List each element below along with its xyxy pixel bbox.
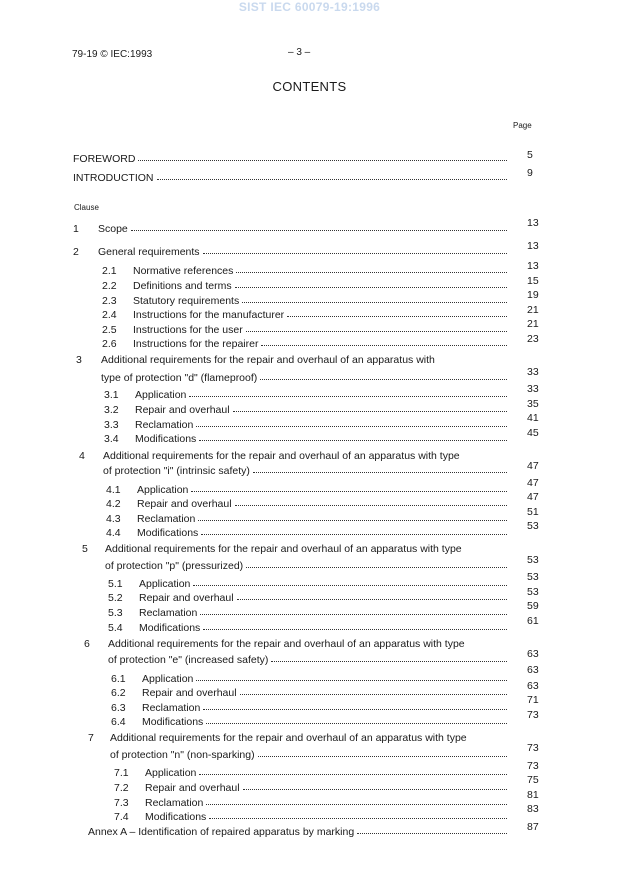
toc-entry-subclause-7-4[interactable] <box>114 811 510 825</box>
toc-entry-number: 1 <box>73 223 79 235</box>
toc-entry-subclause-5-1[interactable] <box>108 578 510 592</box>
toc-entry-subclause-2-3[interactable] <box>102 295 510 309</box>
toc-entry-title: Modifications <box>137 527 199 539</box>
toc-entry-page: 53 <box>527 571 539 583</box>
dot-leader <box>261 344 507 346</box>
toc-entry-subclause-5-4[interactable] <box>108 622 510 636</box>
toc-entry-subclause-7-2[interactable] <box>114 782 510 796</box>
dot-leader <box>191 490 507 492</box>
dot-leader <box>131 229 507 231</box>
dot-leader <box>237 598 507 600</box>
toc-entry-subclause-5-3[interactable] <box>108 607 510 621</box>
dot-leader <box>243 788 507 790</box>
toc-entry-title: Instructions for the manufacturer <box>133 309 285 321</box>
toc-entry-title: of protection "e" (increased safety) <box>108 654 269 666</box>
toc-entry-page: 87 <box>527 821 539 833</box>
toc-entry-number: 6.2 <box>111 687 126 699</box>
toc-entry-number: 2.6 <box>102 338 117 350</box>
toc-entry-number: 2 <box>73 246 79 258</box>
toc-entry-page: 21 <box>527 304 539 316</box>
toc-entry-number: 3.2 <box>104 404 119 416</box>
toc-entry-subclause-4-2[interactable] <box>106 498 510 512</box>
toc-entry-number: 7.4 <box>114 811 129 823</box>
toc-entry-title: Repair and overhaul <box>139 592 234 604</box>
dot-leader <box>196 679 507 681</box>
page-title: CONTENTS <box>272 79 347 94</box>
toc-entry-page: 53 <box>527 586 539 598</box>
clause-number-7: 7 <box>88 732 94 744</box>
toc-entry-page: 83 <box>527 803 539 815</box>
toc-entry-number: 2.1 <box>102 265 117 277</box>
toc-entry-title: Application <box>145 767 197 779</box>
toc-entry-title: of protection "p" (pressurized) <box>105 560 244 572</box>
dot-leader <box>246 330 507 332</box>
toc-entry-title: FOREWORD <box>73 153 136 165</box>
toc-entry-page: 75 <box>527 774 539 786</box>
toc-entry-title: Instructions for the user <box>133 324 243 336</box>
toc-entry-title: Statutory requirements <box>133 295 240 307</box>
toc-entry-subclause-3-3[interactable] <box>104 419 510 433</box>
toc-entry-number: 3.3 <box>104 419 119 431</box>
dot-leader <box>240 693 507 695</box>
toc-entry-number: 6.4 <box>111 716 126 728</box>
toc-entry-page: 53 <box>527 554 539 566</box>
toc-entry-subclause-4-4[interactable] <box>106 527 510 541</box>
toc-entry-number: 2.3 <box>102 295 117 307</box>
toc-entry-page: 19 <box>527 289 539 301</box>
toc-entry-title: Reclamation <box>142 702 201 714</box>
toc-entry-number: 6.3 <box>111 702 126 714</box>
toc-entry-title: Instructions for the repairer <box>133 338 259 350</box>
toc-entry-clause-4[interactable] <box>103 465 510 479</box>
toc-entry-page: 21 <box>527 318 539 330</box>
toc-entry-subclause-2-5[interactable] <box>102 324 510 338</box>
dot-leader <box>357 832 507 834</box>
toc-entry-page: 71 <box>527 694 539 706</box>
clause-heading-line-1: Additional requirements for the repair and overhaul of an apparatus with type <box>108 638 465 650</box>
toc-entry-title: General requirements <box>98 246 200 258</box>
toc-entry-number: 2.2 <box>102 280 117 292</box>
toc-entry-page: 53 <box>527 520 539 532</box>
dot-leader <box>235 286 507 288</box>
toc-entry-title: Repair and overhaul <box>135 404 230 416</box>
toc-entry-clause-5[interactable] <box>105 560 510 574</box>
toc-entry-subclause-7-1[interactable] <box>114 767 510 781</box>
toc-entry-subclause-6-3[interactable] <box>111 702 510 716</box>
clause-number-6: 6 <box>84 638 90 650</box>
toc-entry-title: Repair and overhaul <box>137 498 232 510</box>
toc-entry-title: Annex A – Identification of repaired apparatus by marking <box>88 826 355 838</box>
toc-entry-number: 3.1 <box>104 389 119 401</box>
toc-entry-subclause-2-1[interactable] <box>102 265 510 279</box>
toc-entry-title: Modifications <box>142 716 204 728</box>
dot-leader <box>253 471 507 473</box>
toc-entry-title: Repair and overhaul <box>142 687 237 699</box>
toc-entry-page: 47 <box>527 460 539 472</box>
toc-entry-page: 47 <box>527 477 539 489</box>
toc-entry-title: Reclamation <box>145 797 204 809</box>
dot-leader <box>193 584 507 586</box>
toc-entry-number: 7.1 <box>114 767 129 779</box>
toc-entry-page: 5 <box>527 149 533 161</box>
toc-entry-page: 47 <box>527 491 539 503</box>
toc-entry-clause-7[interactable] <box>110 749 510 763</box>
dot-leader <box>235 504 507 506</box>
toc-entry-title: Normative references <box>133 265 234 277</box>
toc-entry-title: of protection "n" (non-sparking) <box>110 749 255 761</box>
toc-entry-page: 33 <box>527 383 539 395</box>
dot-leader <box>196 425 507 427</box>
toc-entry-subclause-6-1[interactable] <box>111 673 510 687</box>
toc-entry-title: of protection "i" (intrinsic safety) <box>103 465 250 477</box>
dot-leader <box>138 159 507 161</box>
dot-leader <box>200 613 507 615</box>
toc-entry-subclause-2-4[interactable] <box>102 309 510 323</box>
dot-leader <box>199 773 507 775</box>
toc-entry-title: Modifications <box>139 622 201 634</box>
toc-entry-subclause-4-1[interactable] <box>106 484 510 498</box>
clause-heading-line-1: Additional requirements for the repair and overhaul of an apparatus with type <box>105 543 462 555</box>
dot-leader <box>198 519 507 521</box>
toc-entry-title: Application <box>139 578 191 590</box>
toc-entry-number: 2.5 <box>102 324 117 336</box>
toc-entry-page: 33 <box>527 366 539 378</box>
dot-leader <box>203 252 507 254</box>
toc-entry-number: 5.4 <box>108 622 123 634</box>
toc-entry-subclause-2-6[interactable] <box>102 338 510 352</box>
standard-reference: 79-19 © IEC:1993 <box>72 49 153 60</box>
toc-entry-page: 45 <box>527 427 539 439</box>
dot-leader <box>258 755 507 757</box>
toc-entry-page: 41 <box>527 412 539 424</box>
clause-heading-line-1: Additional requirements for the repair and overhaul of an apparatus with type <box>103 450 460 462</box>
toc-entry-page: 73 <box>527 760 539 772</box>
toc-entry-page: 13 <box>527 240 539 252</box>
toc-entry-page: 9 <box>527 167 533 179</box>
toc-entry-title: Application <box>135 389 187 401</box>
toc-entry-page: 15 <box>527 275 539 287</box>
toc-entry-number: 4.2 <box>106 498 121 510</box>
toc-entry-title: Reclamation <box>137 513 196 525</box>
toc-entry-clause-1[interactable] <box>73 223 510 237</box>
dot-leader <box>203 628 507 630</box>
toc-entry-subclause-5-2[interactable] <box>108 592 510 606</box>
toc-entry-clause-6[interactable] <box>108 654 510 668</box>
toc-entry-subclause-4-3[interactable] <box>106 513 510 527</box>
dot-leader <box>209 817 507 819</box>
dot-leader <box>287 315 507 317</box>
toc-entry-foreword[interactable] <box>73 153 510 167</box>
toc-entry-page: 13 <box>527 217 539 229</box>
toc-entry-title: Application <box>137 484 189 496</box>
toc-entry-page: 73 <box>527 742 539 754</box>
dot-leader <box>189 395 507 397</box>
clause-number-3: 3 <box>76 354 82 366</box>
clause-number-5: 5 <box>82 543 88 555</box>
toc-entry-number: 3.4 <box>104 433 119 445</box>
toc-entry-number: 2.4 <box>102 309 117 321</box>
toc-entry-page: 61 <box>527 615 539 627</box>
toc-entry-introduction[interactable] <box>73 172 510 186</box>
toc-entry-title: Definitions and terms <box>133 280 232 292</box>
page-column-label: Page <box>513 121 532 130</box>
toc-entry-page: 59 <box>527 600 539 612</box>
clause-number-4: 4 <box>79 450 85 462</box>
toc-entry-page: 23 <box>527 333 539 345</box>
dot-leader <box>260 378 507 380</box>
dot-leader <box>236 271 507 273</box>
clause-heading-line-1: Additional requirements for the repair and overhaul of an apparatus with <box>101 354 435 366</box>
toc-entry-title: Modifications <box>145 811 207 823</box>
dot-leader <box>206 722 507 724</box>
toc-entry-subclause-7-3[interactable] <box>114 797 510 811</box>
toc-entry-page: 13 <box>527 260 539 272</box>
toc-entry-subclause-3-1[interactable] <box>104 389 510 403</box>
toc-entry-title: Reclamation <box>139 607 198 619</box>
page-number: – 3 – <box>288 47 311 58</box>
dot-leader <box>199 439 507 441</box>
dot-leader <box>246 566 507 568</box>
toc-entry-title: Repair and overhaul <box>145 782 240 794</box>
dot-leader <box>206 803 507 805</box>
toc-entry-subclause-6-2[interactable] <box>111 687 510 701</box>
toc-entry-subclause-3-4[interactable] <box>104 433 510 447</box>
toc-entry-title: Scope <box>98 223 128 235</box>
toc-entry-number: 5.3 <box>108 607 123 619</box>
toc-entry-annex-a[interactable] <box>88 826 510 840</box>
dot-leader <box>233 410 507 412</box>
toc-entry-title: INTRODUCTION <box>73 172 154 184</box>
toc-entry-number: 6.1 <box>111 673 126 685</box>
toc-entry-page: 63 <box>527 664 539 676</box>
dot-leader <box>271 660 507 662</box>
toc-entry-title: type of protection "d" (flameproof) <box>101 372 258 384</box>
toc-entry-number: 4.1 <box>106 484 121 496</box>
toc-entry-subclause-2-2[interactable] <box>102 280 510 294</box>
toc-entry-number: 7.3 <box>114 797 129 809</box>
dot-leader <box>157 178 508 180</box>
toc-entry-number: 5.2 <box>108 592 123 604</box>
toc-entry-number: 4.3 <box>106 513 121 525</box>
toc-entry-subclause-6-4[interactable] <box>111 716 510 730</box>
clause-column-label: Clause <box>74 203 99 212</box>
toc-entry-clause-2[interactable] <box>73 246 510 260</box>
toc-entry-page: 51 <box>527 506 539 518</box>
toc-entry-number: 7.2 <box>114 782 129 794</box>
toc-entry-subclause-3-2[interactable] <box>104 404 510 418</box>
toc-entry-page: 81 <box>527 789 539 801</box>
toc-entry-title: Application <box>142 673 194 685</box>
clause-heading-line-1: Additional requirements for the repair and overhaul of an apparatus with type <box>110 732 467 744</box>
dot-leader <box>201 533 507 535</box>
toc-entry-page: 63 <box>527 680 539 692</box>
toc-entry-page: 73 <box>527 709 539 721</box>
dot-leader <box>242 301 507 303</box>
toc-entry-title: Modifications <box>135 433 197 445</box>
toc-entry-number: 4.4 <box>106 527 121 539</box>
toc-entry-page: 35 <box>527 398 539 410</box>
toc-entry-title: Reclamation <box>135 419 194 431</box>
toc-entry-page: 63 <box>527 648 539 660</box>
toc-entry-number: 5.1 <box>108 578 123 590</box>
dot-leader <box>203 708 507 710</box>
toc-entry-clause-3[interactable] <box>101 372 510 386</box>
watermark: SIST IEC 60079-19:1996 <box>238 0 381 14</box>
